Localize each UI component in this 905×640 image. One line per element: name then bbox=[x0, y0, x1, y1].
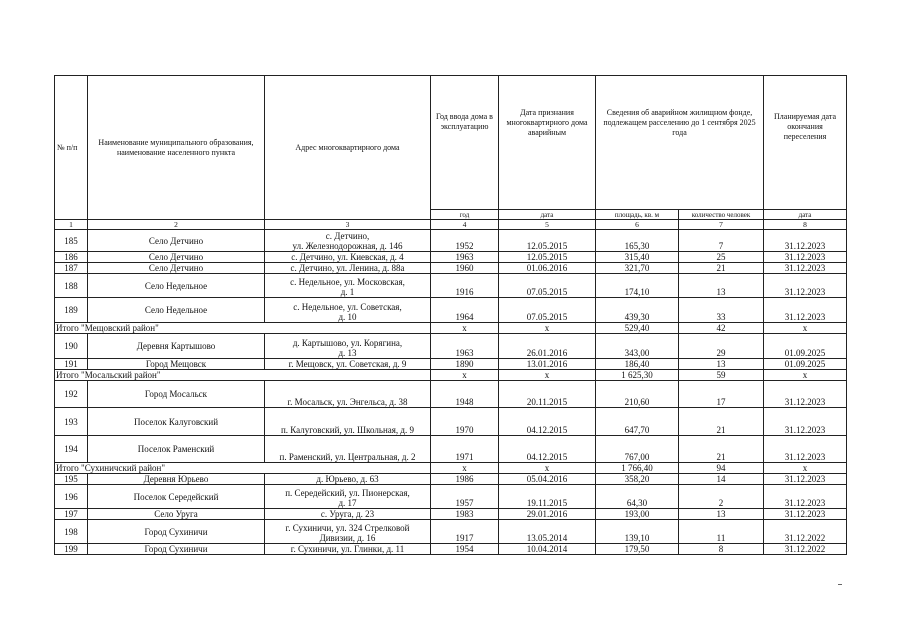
address-line: г. Сухиничи, ул. Глинки, д. 11 bbox=[290, 544, 405, 554]
cell-year: 1890 bbox=[431, 359, 499, 370]
sub-year: год bbox=[431, 210, 499, 220]
table-row bbox=[55, 544, 847, 555]
table-row bbox=[55, 252, 847, 263]
cell-end-date: 31.12.2023 bbox=[764, 298, 847, 323]
col-number: 6 bbox=[596, 220, 679, 230]
cell-people: 21 bbox=[679, 436, 764, 463]
cell-address bbox=[265, 474, 431, 485]
table-row bbox=[55, 408, 847, 436]
cell-no: 195 bbox=[55, 474, 88, 485]
cell-address bbox=[265, 509, 431, 520]
cell-year: 1963 bbox=[431, 252, 499, 263]
cell-people: 13 bbox=[679, 274, 764, 298]
cell-name: Село Недельное bbox=[88, 298, 265, 323]
cell-area: 210,60 bbox=[596, 381, 679, 408]
address-line: г. Мещовск, ул. Советская, д. 9 bbox=[288, 359, 407, 369]
cell-date: 12.05.2015 bbox=[499, 230, 596, 252]
sub-area: площадь, кв. м bbox=[596, 210, 679, 220]
table-row bbox=[55, 509, 847, 520]
cell-name: Город Сухиничи bbox=[88, 544, 265, 555]
cell-people: 13 bbox=[679, 509, 764, 520]
table-row bbox=[55, 263, 847, 274]
cell-year: 1964 bbox=[431, 298, 499, 323]
cell-people: 42 bbox=[679, 323, 764, 334]
col-number: 4 bbox=[431, 220, 499, 230]
cell-address bbox=[265, 359, 431, 370]
cell-address bbox=[265, 436, 431, 463]
cell-address bbox=[265, 334, 431, 359]
table-row bbox=[55, 381, 847, 408]
col-number: 3 bbox=[265, 220, 431, 230]
cell-end-date: 31.12.2023 bbox=[764, 474, 847, 485]
cell-year: 1948 bbox=[431, 381, 499, 408]
cell-end-date: x bbox=[764, 463, 847, 474]
total-row bbox=[55, 370, 847, 381]
header-address: Адрес многоквартирного дома bbox=[265, 76, 431, 220]
total-label: Итого "Мосальский район" bbox=[55, 370, 431, 381]
table-row bbox=[55, 485, 847, 509]
table-row bbox=[55, 474, 847, 485]
cell-area: 767,00 bbox=[596, 436, 679, 463]
cell-date: 04.12.2015 bbox=[499, 436, 596, 463]
col-number: 7 bbox=[679, 220, 764, 230]
cell-address bbox=[265, 485, 431, 509]
cell-area: 179,50 bbox=[596, 544, 679, 555]
cell-address bbox=[265, 263, 431, 274]
table-row bbox=[55, 230, 847, 252]
address-line: с. Уруга, д. 23 bbox=[320, 509, 375, 519]
address-line: ул. Железнодорожная, д. 146 bbox=[292, 241, 403, 251]
cell-year: x bbox=[431, 323, 499, 334]
cell-end-date: 31.12.2023 bbox=[764, 230, 847, 252]
cell-people: 17 bbox=[679, 381, 764, 408]
cell-end-date: 31.12.2023 bbox=[764, 263, 847, 274]
cell-area: 193,00 bbox=[596, 509, 679, 520]
header-no: № п/п bbox=[55, 76, 88, 220]
cell-end-date: 31.12.2023 bbox=[764, 408, 847, 436]
cell-no: 190 bbox=[55, 334, 88, 359]
header-municipality: Наименование муниципального образования, наименование населенного пункта bbox=[88, 76, 265, 220]
cell-no: 199 bbox=[55, 544, 88, 555]
cell-no: 185 bbox=[55, 230, 88, 252]
address-line: с. Детчино, ул. Ленина, д. 88а bbox=[290, 263, 405, 273]
cell-end-date: 01.09.2025 bbox=[764, 334, 847, 359]
cell-no: 196 bbox=[55, 485, 88, 509]
cell-date: 12.05.2015 bbox=[499, 252, 596, 263]
cell-address bbox=[265, 230, 431, 252]
cell-address bbox=[265, 520, 431, 544]
cell-year: 1917 bbox=[431, 520, 499, 544]
cell-name: Поселок Середейский bbox=[88, 485, 265, 509]
cell-no: 187 bbox=[55, 263, 88, 274]
cell-date: x bbox=[499, 463, 596, 474]
address-line: д. 13 bbox=[338, 348, 357, 358]
cell-address bbox=[265, 381, 431, 408]
header-date-recognized: Дата признания многоквартирного дома аварийным bbox=[499, 76, 596, 210]
cell-no: 197 bbox=[55, 509, 88, 520]
col-number: 8 bbox=[764, 220, 847, 230]
cell-date: 05.04.2016 bbox=[499, 474, 596, 485]
sub-date: дата bbox=[499, 210, 596, 220]
cell-end-date: 31.12.2023 bbox=[764, 274, 847, 298]
header-planned-end: Планируемая дата окончания переселения bbox=[764, 76, 847, 210]
cell-people: 2 bbox=[679, 485, 764, 509]
cell-year: 1954 bbox=[431, 544, 499, 555]
cell-date: 10.04.2014 bbox=[499, 544, 596, 555]
cell-date: 01.06.2016 bbox=[499, 263, 596, 274]
cell-no: 191 bbox=[55, 359, 88, 370]
address-line: г. Сухиничи, ул. 324 Стрелковой bbox=[285, 523, 410, 533]
address-line: п. Калуговский, ул. Школьная, д. 9 bbox=[280, 425, 415, 435]
cell-year: 1971 bbox=[431, 436, 499, 463]
cell-year: x bbox=[431, 463, 499, 474]
address-line: Дивизии, д. 16 bbox=[319, 533, 376, 543]
col-number: 2 bbox=[88, 220, 265, 230]
cell-year: 1986 bbox=[431, 474, 499, 485]
cell-name: Деревня Картышово bbox=[88, 334, 265, 359]
cell-area: 358,20 bbox=[596, 474, 679, 485]
cell-area: 139,10 bbox=[596, 520, 679, 544]
cell-year: 1952 bbox=[431, 230, 499, 252]
cell-area: 186,40 bbox=[596, 359, 679, 370]
cell-name: Город Сухиничи bbox=[88, 520, 265, 544]
cell-name: Поселок Калуговский bbox=[88, 408, 265, 436]
address-line: д. Картышово, ул. Корягина, bbox=[292, 338, 403, 348]
cell-name: Поселок Раменский bbox=[88, 436, 265, 463]
cell-date: 19.11.2015 bbox=[499, 485, 596, 509]
header-year: Год ввода дома в эксплуатацию bbox=[431, 76, 499, 210]
cell-end-date: x bbox=[764, 370, 847, 381]
cell-name: Город Мещовск bbox=[88, 359, 265, 370]
table-body bbox=[55, 230, 847, 555]
cell-end-date: 01.09.2025 bbox=[764, 359, 847, 370]
cell-address bbox=[265, 298, 431, 323]
cell-area: 174,10 bbox=[596, 274, 679, 298]
cell-people: 14 bbox=[679, 474, 764, 485]
table-row bbox=[55, 436, 847, 463]
cell-area: 439,30 bbox=[596, 298, 679, 323]
cell-people: 94 bbox=[679, 463, 764, 474]
address-line: д. Юрьево, д. 63 bbox=[316, 474, 379, 484]
address-line: д. 10 bbox=[338, 312, 357, 322]
cell-end-date: 31.12.2023 bbox=[764, 252, 847, 263]
cell-name: Деревня Юрьево bbox=[88, 474, 265, 485]
cell-no: 186 bbox=[55, 252, 88, 263]
cell-name: Село Детчино bbox=[88, 263, 265, 274]
cell-year: 1960 bbox=[431, 263, 499, 274]
cell-year: 1983 bbox=[431, 509, 499, 520]
cell-address bbox=[265, 408, 431, 436]
cell-no: 192 bbox=[55, 381, 88, 408]
cell-area: 647,70 bbox=[596, 408, 679, 436]
cell-end-date: 31.12.2023 bbox=[764, 485, 847, 509]
cell-end-date: x bbox=[764, 323, 847, 334]
cell-name: Город Мосальск bbox=[88, 381, 265, 408]
address-line: с. Недельное, ул. Советская, bbox=[293, 302, 402, 312]
total-row bbox=[55, 463, 847, 474]
cell-no: 193 bbox=[55, 408, 88, 436]
cell-no: 194 bbox=[55, 436, 88, 463]
cell-date: x bbox=[499, 323, 596, 334]
cell-address bbox=[265, 274, 431, 298]
cell-end-date: 31.12.2022 bbox=[764, 520, 847, 544]
address-line: п. Раменский, ул. Центральная, д. 2 bbox=[279, 452, 416, 462]
cell-people: 7 bbox=[679, 230, 764, 252]
header-emergency-info: Сведения об аварийном жилищном фонде, подлежащем расселению до 1 сентября 2025 года bbox=[596, 76, 764, 210]
total-row bbox=[55, 323, 847, 334]
column-number-row bbox=[55, 220, 847, 230]
cell-people: 21 bbox=[679, 408, 764, 436]
cell-year: 1957 bbox=[431, 485, 499, 509]
cell-area: 165,30 bbox=[596, 230, 679, 252]
table-row bbox=[55, 274, 847, 298]
cell-date: 20.11.2015 bbox=[499, 381, 596, 408]
col-number: 1 bbox=[55, 220, 88, 230]
cell-date: 07.05.2015 bbox=[499, 298, 596, 323]
cell-year: 1963 bbox=[431, 334, 499, 359]
cell-people: 11 bbox=[679, 520, 764, 544]
table-row bbox=[55, 520, 847, 544]
cell-area: 64,30 bbox=[596, 485, 679, 509]
cell-area: 343,00 bbox=[596, 334, 679, 359]
cell-area: 315,40 bbox=[596, 252, 679, 263]
cell-no: 198 bbox=[55, 520, 88, 544]
table-row bbox=[55, 334, 847, 359]
cell-area: 1 625,30 bbox=[596, 370, 679, 381]
cell-address bbox=[265, 252, 431, 263]
cell-end-date: 31.12.2023 bbox=[764, 509, 847, 520]
address-line: с. Недельное, ул. Московская, bbox=[290, 277, 405, 287]
address-line: с. Детчино, bbox=[325, 231, 370, 241]
cell-date: 04.12.2015 bbox=[499, 408, 596, 436]
cell-no: 189 bbox=[55, 298, 88, 323]
table-row bbox=[55, 298, 847, 323]
table-row bbox=[55, 359, 847, 370]
cell-year: x bbox=[431, 370, 499, 381]
cell-people: 59 bbox=[679, 370, 764, 381]
total-label: Итого "Мещовский район" bbox=[55, 323, 431, 334]
address-line: д. 1 bbox=[340, 287, 355, 297]
cell-people: 29 bbox=[679, 334, 764, 359]
total-label: Итого "Сухиничский район" bbox=[55, 463, 431, 474]
cell-no: 188 bbox=[55, 274, 88, 298]
cell-name: Село Уруга bbox=[88, 509, 265, 520]
sub-end-date: дата bbox=[764, 210, 847, 220]
sub-people: количество человек bbox=[679, 210, 764, 220]
cell-date: x bbox=[499, 370, 596, 381]
cell-date: 13.05.2014 bbox=[499, 520, 596, 544]
cell-end-date: 31.12.2022 bbox=[764, 544, 847, 555]
housing-register-table bbox=[54, 75, 847, 555]
cell-date: 26.01.2016 bbox=[499, 334, 596, 359]
cell-area: 1 766,40 bbox=[596, 463, 679, 474]
cell-year: 1970 bbox=[431, 408, 499, 436]
cell-end-date: 31.12.2023 bbox=[764, 436, 847, 463]
header-row bbox=[55, 76, 847, 210]
address-line: п. Середейский, ул. Пионерская, bbox=[285, 488, 410, 498]
cell-area: 321,70 bbox=[596, 263, 679, 274]
cell-people: 33 bbox=[679, 298, 764, 323]
cell-end-date: 31.12.2023 bbox=[764, 381, 847, 408]
cell-name: Село Детчино bbox=[88, 252, 265, 263]
cell-date: 07.05.2015 bbox=[499, 274, 596, 298]
cell-date: 13.01.2016 bbox=[499, 359, 596, 370]
cell-people: 21 bbox=[679, 263, 764, 274]
cell-people: 8 bbox=[679, 544, 764, 555]
cell-year: 1916 bbox=[431, 274, 499, 298]
cell-name: Село Детчино bbox=[88, 230, 265, 252]
scan-mark bbox=[838, 584, 842, 585]
col-number: 5 bbox=[499, 220, 596, 230]
cell-people: 13 bbox=[679, 359, 764, 370]
cell-people: 25 bbox=[679, 252, 764, 263]
cell-address bbox=[265, 544, 431, 555]
address-line: с. Детчино, ул. Киевская, д. 4 bbox=[291, 252, 404, 262]
cell-name: Село Недельное bbox=[88, 274, 265, 298]
address-line: д. 17 bbox=[338, 498, 357, 508]
address-line: г. Мосальск, ул. Энгельса, д. 38 bbox=[287, 397, 408, 407]
cell-area: 529,40 bbox=[596, 323, 679, 334]
cell-date: 29.01.2016 bbox=[499, 509, 596, 520]
